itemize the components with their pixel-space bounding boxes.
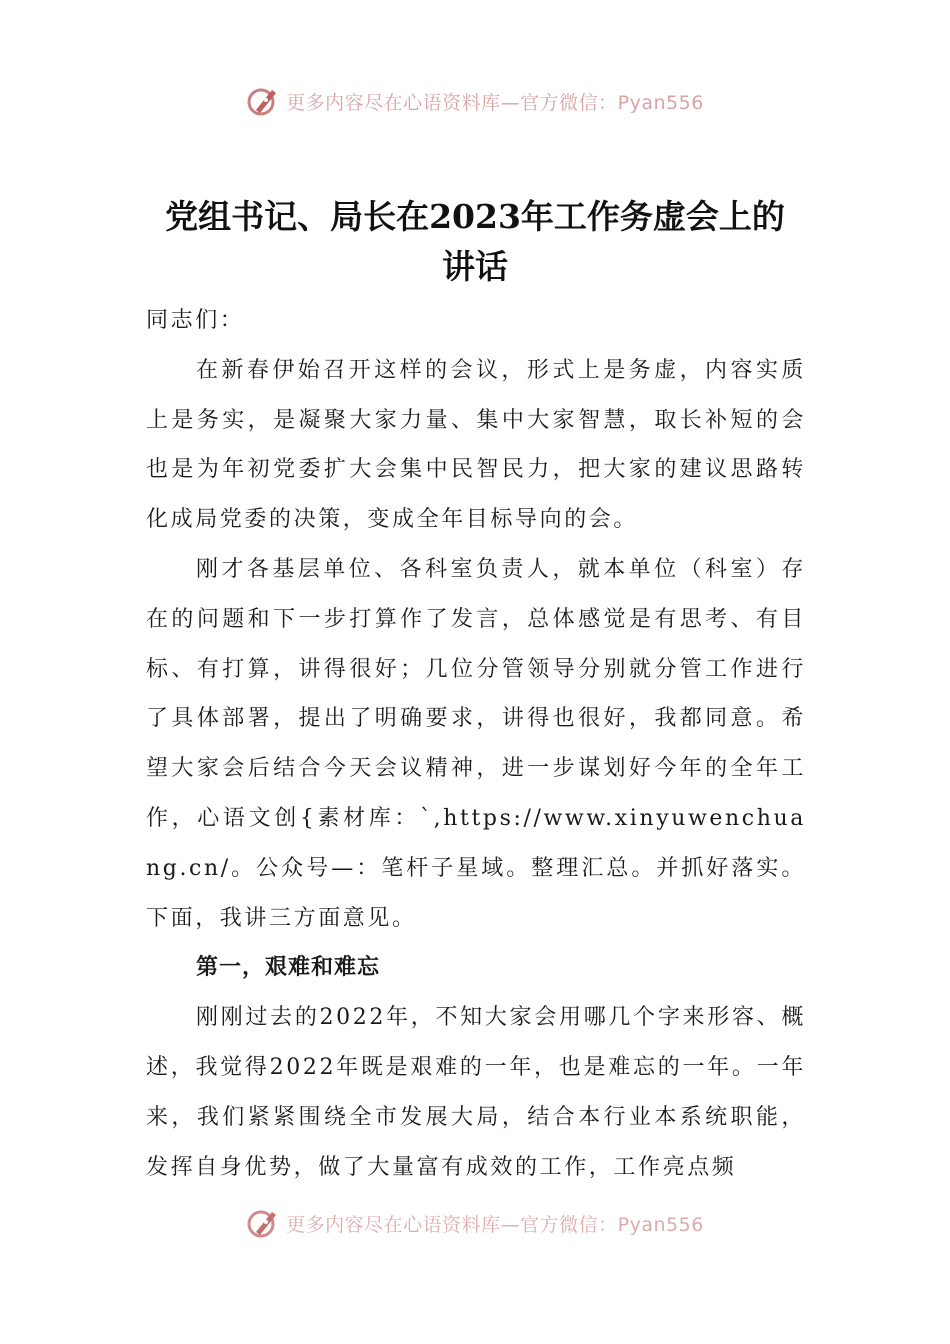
title-line-2: 讲话 bbox=[442, 247, 508, 286]
pen-nib-circle-icon bbox=[246, 1206, 280, 1240]
paragraph-1: 在新春伊始召开这样的会议，形式上是务虚，内容实质上是务实，是凝聚大家力量、集中大家智慧，取长补短的会也是为年初党委扩大会集中民智民力，把大家的建议思路转化成局党委的决策，变成全年目标导向的会。 bbox=[146, 357, 806, 533]
footer-watermark bbox=[0, 1206, 950, 1240]
watermark-text: 更多内容尽在心语资料库—官方微信：Pyan556 bbox=[286, 1213, 704, 1236]
section-heading: 第一，艰难和难忘 bbox=[196, 955, 381, 981]
pen-nib-circle-icon bbox=[246, 84, 280, 118]
paragraph-2: 刚才各基层单位、各科室负责人，就本单位（科室）存在的问题和下一步打算作了发言，总体感觉是有思考、有目标、有打算，讲得很好；几位分管领导分别就分管工作进行了具体部署，提出了明确要求，讲得也很好，我都同意。希望大家会后结合今天会议精神，进一步谋划好今年的全年工作，心语文创{素材库：`,https://www.xinyuwenchuang.cn/。公众号—：笔杆子星域。整理汇总。并抓好落实。下面，我讲三方面意见。 bbox=[146, 556, 806, 931]
salutation: 同志们： bbox=[146, 308, 245, 333]
document-title bbox=[130, 192, 820, 292]
document-body bbox=[146, 296, 806, 1192]
watermark-text: 更多内容尽在心语资料库—官方微信：Pyan556 bbox=[286, 91, 704, 114]
title-line-1: 党组书记、局长在2023年工作务虚会上的 bbox=[165, 197, 785, 236]
section-paragraph: 刚刚过去的2022年，不知大家会用哪几个字来形容、概述，我觉得2022年既是艰难的一年，也是难忘的一年。一年来，我们紧紧围绕全市发展大局，结合本行业本系统职能，发挥自身优势，做了大量富有成效的工作，工作亮点频 bbox=[146, 1005, 806, 1180]
header-watermark bbox=[0, 84, 950, 118]
